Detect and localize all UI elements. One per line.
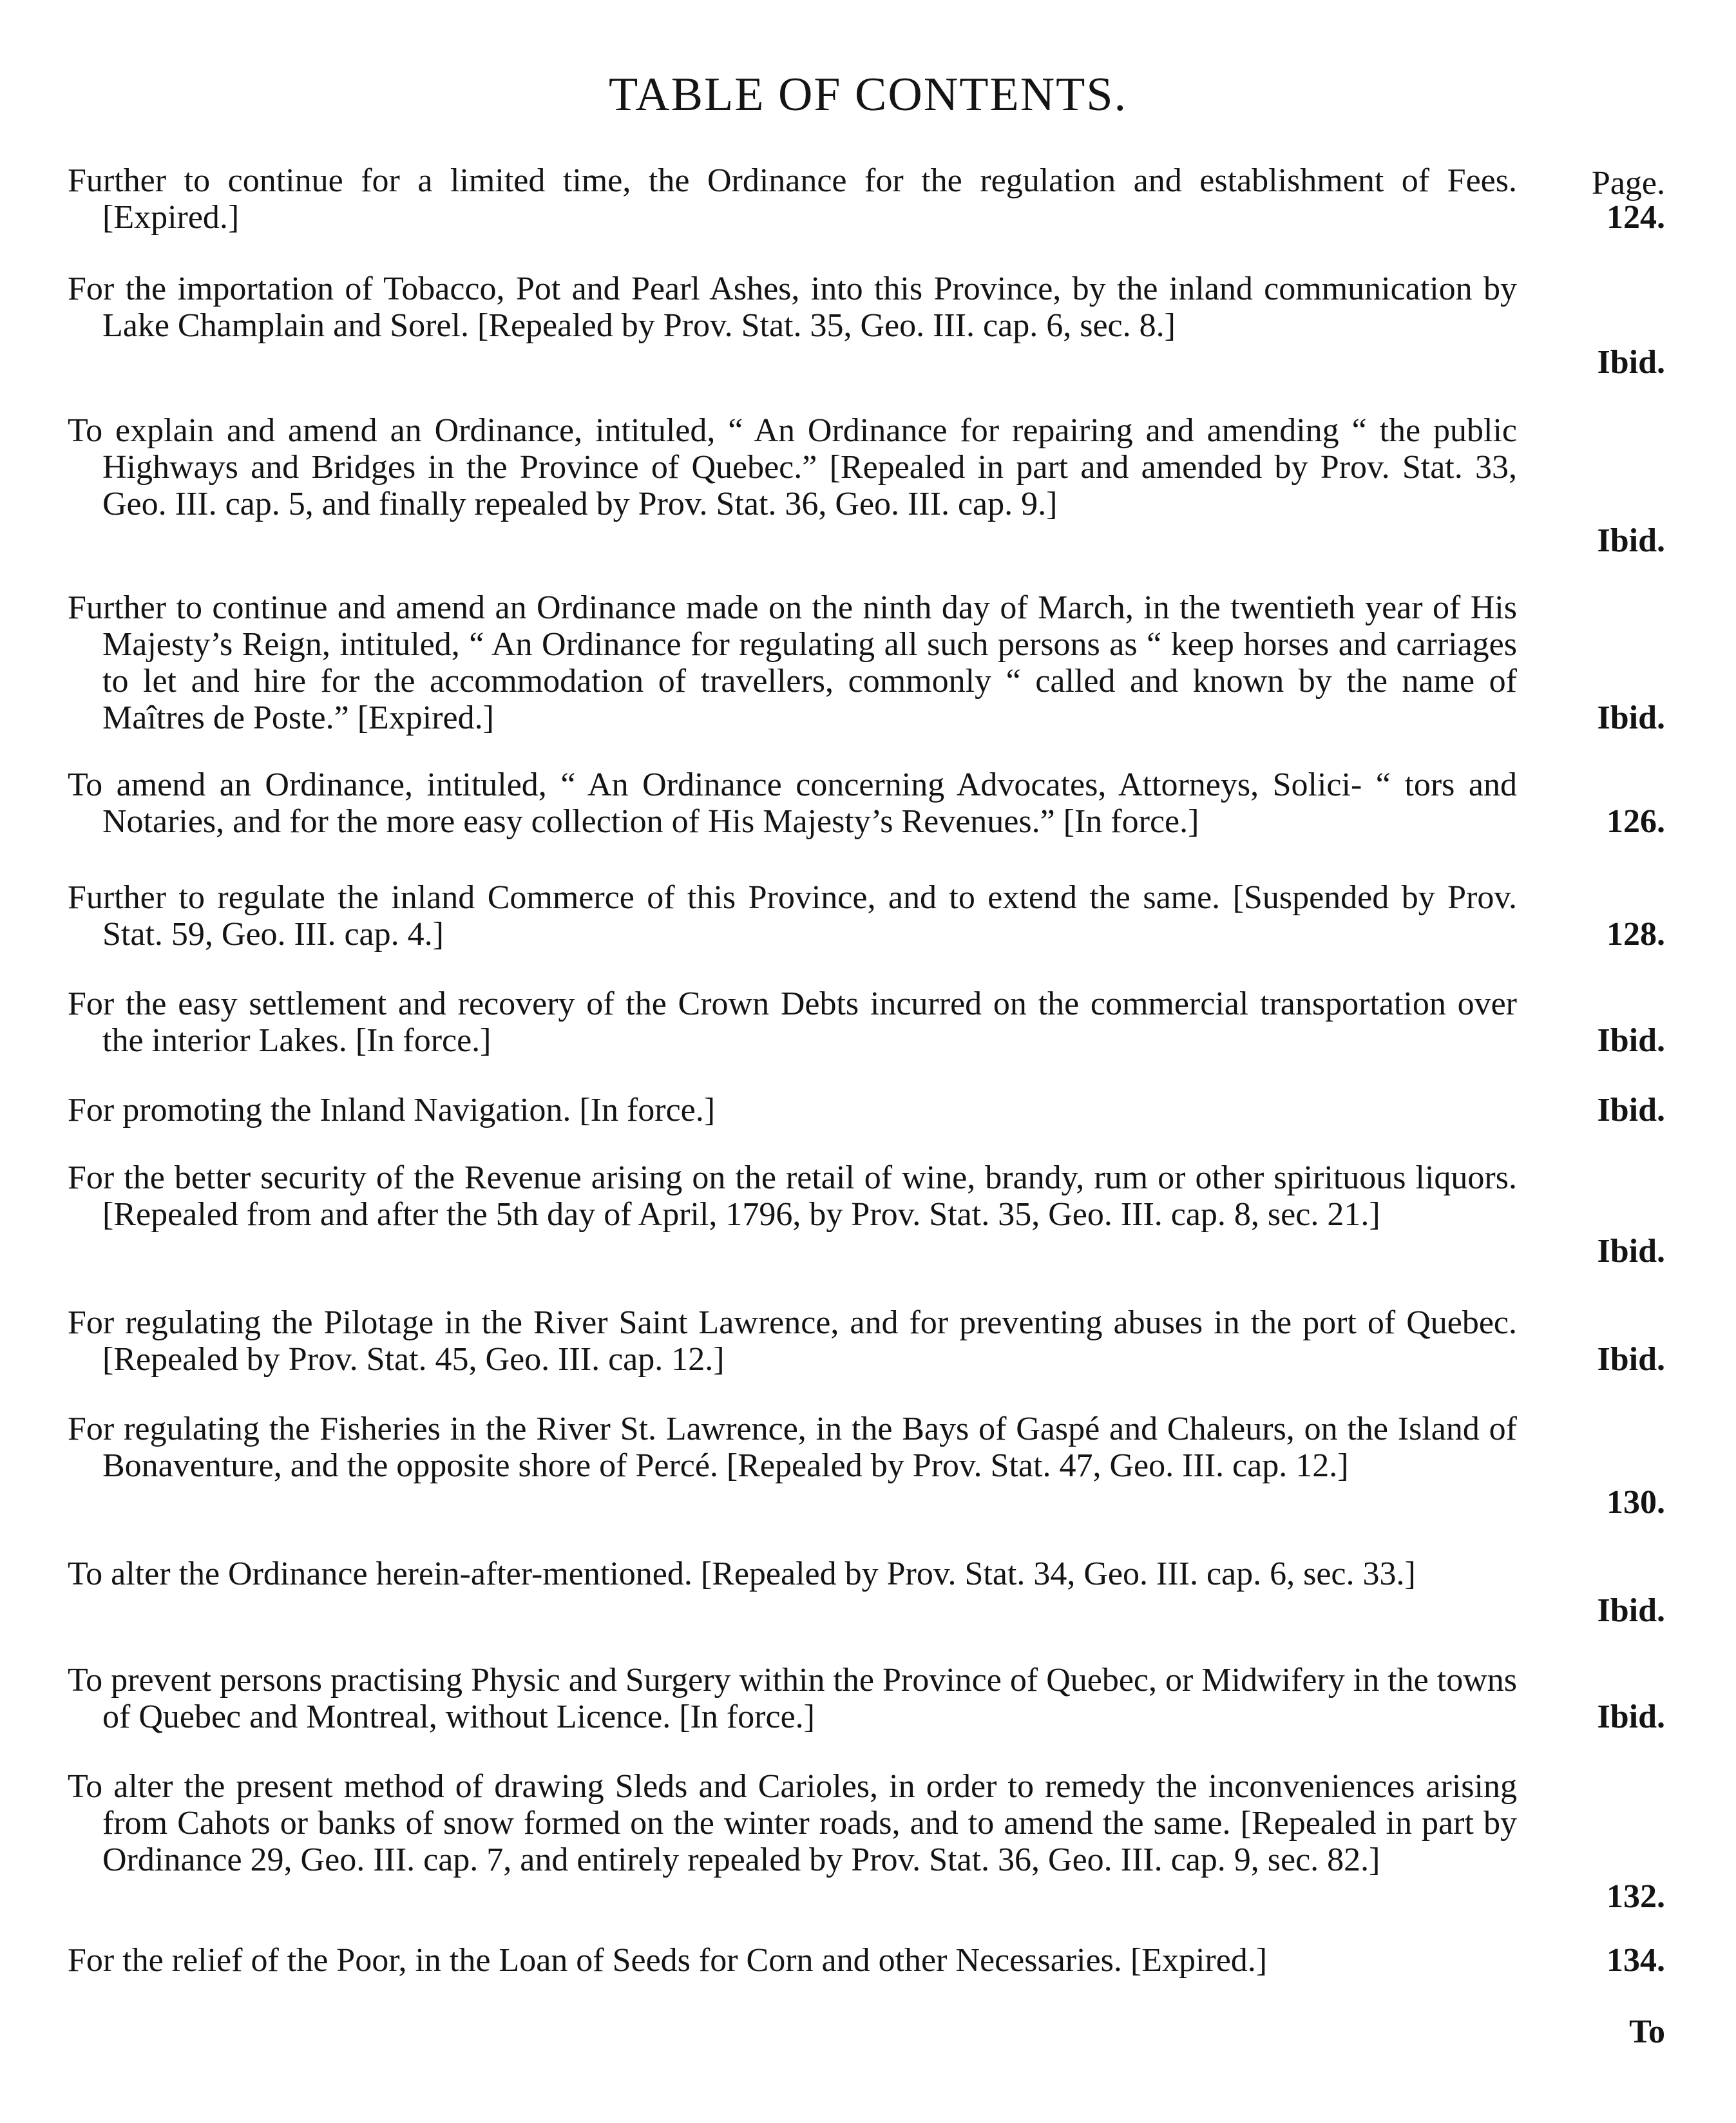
- entry-text: To alter the present method of drawing Sleds and Carioles, in order to remedy the inconveniences arising from Cahots or banks of snow formed on the winter roads, and to amend the same. [Repealed in part by Ordinance 29, Geo. III. cap. 7, and entirely repealed by Prov. Stat. 36, Geo. III. cap. 9, sec. 82.]: [68, 1768, 1517, 1878]
- entry-page-number: 126.: [1607, 803, 1665, 840]
- entry-page-number: Ibid.: [1597, 522, 1665, 559]
- entry-page-number: Ibid.: [1597, 1233, 1665, 1270]
- entry-text: Further to continue and amend an Ordinance made on the ninth day of March, in the twentieth year of His Majesty’s Reign, intituled, “ An Ordinance for regulating all such persons as “ keep horses and carriages to let and hire for the accommodation of travellers, commonly “ called and known by the name of Maîtres de Poste.” [Expired.]: [68, 589, 1517, 736]
- entry-text: For promoting the Inland Navigation. [In force.]: [68, 1092, 716, 1128]
- entry-page-number: 130.: [1607, 1484, 1665, 1521]
- entry-page-number: Ibid.: [1597, 1699, 1665, 1735]
- entry-text: For the relief of the Poor, in the Loan of Seeds for Corn and other Necessaries. [Expired.]: [68, 1942, 1268, 1979]
- entry-text: For the importation of Tobacco, Pot and Pearl Ashes, into this Province, by the inland communication by Lake Champlain and Sorel. [Repealed by Prov. Stat. 35, Geo. III. cap. 6, sec. 8.]: [68, 271, 1517, 344]
- contents-entry: [68, 766, 1665, 844]
- entry-page-number: Ibid.: [1597, 344, 1665, 381]
- contents-entry: [68, 589, 1665, 738]
- entry-page-number: 128.: [1607, 916, 1665, 953]
- contents-entry: [68, 1092, 1665, 1130]
- contents-entry: [68, 985, 1665, 1063]
- entry-text: To alter the Ordinance herein-after-mentioned. [Repealed by Prov. Stat. 34, Geo. III. cap. 6, sec. 33.]: [68, 1556, 1416, 1592]
- contents-entry: [68, 1304, 1665, 1382]
- entry-page-number: Ibid.: [1597, 1092, 1665, 1128]
- contents-entry: [68, 1411, 1665, 1523]
- entry-text: Further to continue for a limited time, the Ordinance for the regulation and establishment of Fees. [Expired.]: [68, 162, 1517, 236]
- page-column-header: Page.: [1591, 165, 1665, 202]
- contents-entry: [68, 412, 1665, 560]
- contents-entry: [68, 1556, 1665, 1633]
- entry-page-number: Ibid.: [1597, 1341, 1665, 1378]
- contents-entry: [68, 879, 1665, 957]
- entry-text: To amend an Ordinance, intituled, “ An Ordinance concerning Advocates, Attorneys, Solici- “ tors and Notaries, and for the more easy collection of His Majesty’s Revenues.” [In force.]: [68, 766, 1517, 840]
- entry-page-number: 132.: [1607, 1878, 1665, 1915]
- entry-page-number: 124.: [1607, 199, 1665, 236]
- catchword: To: [1629, 2014, 1665, 2050]
- entry-text: For the better security of the Revenue arising on the retail of wine, brandy, rum or other spirituous liquors. [Repealed from and after the 5th day of April, 1796, by Prov. Stat. 35, Geo. III. cap. 8, sec. 21.]: [68, 1159, 1517, 1233]
- entry-text: To prevent persons practising Physic and Surgery within the Province of Quebec, or Midwifery in the towns of Quebec and Montreal, without Licence. [In force.]: [68, 1662, 1517, 1735]
- entry-page-number: 134.: [1607, 1942, 1665, 1979]
- entry-text: Further to regulate the inland Commerce of this Province, and to extend the same. [Suspended by Prov. Stat. 59, Geo. III. cap. 4.]: [68, 879, 1517, 953]
- entry-text: For regulating the Fisheries in the River St. Lawrence, in the Bays of Gaspé and Chaleurs, on the Island of Bonaventure, and the opposite shore of Percé. [Repealed by Prov. Stat. 47, Geo. III. cap. 12.]: [68, 1411, 1517, 1484]
- contents-entry: [68, 1768, 1665, 1916]
- entry-text: For the easy settlement and recovery of the Crown Debts incurred on the commercial transportation over the interior Lakes. [In force.]: [68, 985, 1517, 1059]
- contents-entry: [68, 1942, 1665, 1981]
- entry-text: For regulating the Pilotage in the River Saint Lawrence, and for preventing abuses in the port of Quebec. [Repealed by Prov. Stat. 45, Geo. III. cap. 12.]: [68, 1304, 1517, 1378]
- contents-entry: [68, 1159, 1665, 1272]
- contents-entry: [68, 1662, 1665, 1739]
- entry-page-number: Ibid.: [1597, 1022, 1665, 1059]
- page-title: TABLE OF CONTENTS.: [608, 68, 1127, 121]
- entry-text: To explain and amend an Ordinance, intituled, “ An Ordinance for repairing and amending “ the public Highways and Bridges in the Province of Quebec.” [Repealed in part and amended by Prov. Stat. 33, Geo. III. cap. 5, and finally repealed by Prov. Stat. 36, Geo. III. cap. 9.]: [68, 412, 1517, 522]
- contents-entry: [68, 271, 1665, 383]
- entry-page-number: Ibid.: [1597, 1592, 1665, 1629]
- entry-page-number: Ibid.: [1597, 700, 1665, 736]
- contents-entry: [68, 162, 1665, 240]
